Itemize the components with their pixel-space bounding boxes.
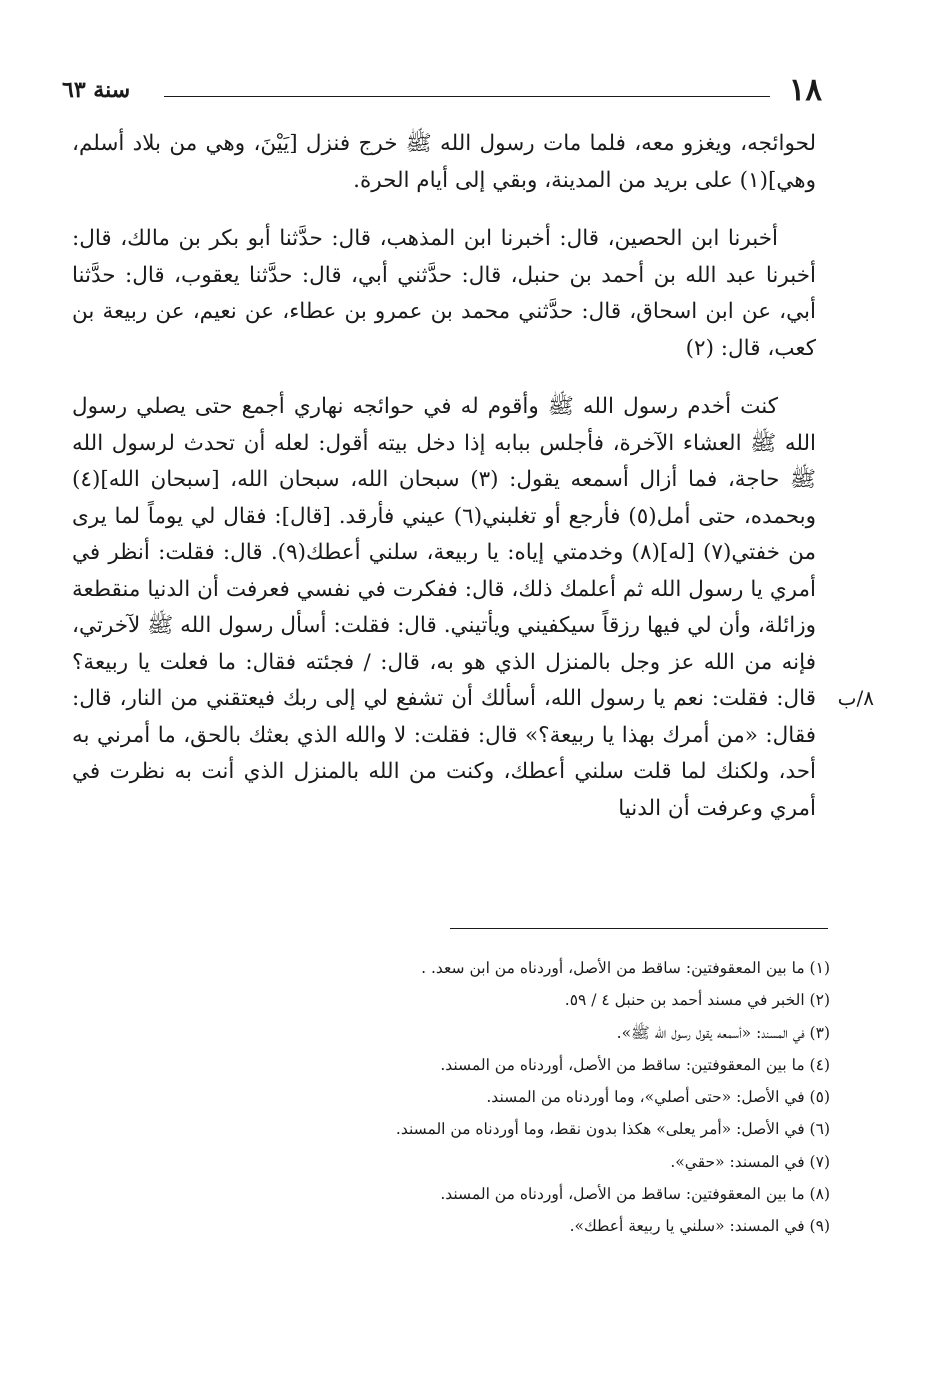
footnote: (٦) في الأصل: «أمر يعلى» هكذا بدون نقط، وما أوردناه من المسند. xyxy=(395,1120,830,1139)
footnote-rule xyxy=(450,928,828,929)
footnote: (٥) في الأصل: «حتى أصلي»، وما أوردناه من المسند. xyxy=(486,1088,830,1107)
main-text xyxy=(72,126,874,849)
margin-folio-note: ٨/ب xyxy=(837,686,874,710)
footnote: (٧) في المسند: «حقي». xyxy=(670,1152,830,1171)
footnote: (٤) ما بين المعقوفتين: ساقط من الأصل، أوردناه من المسند. xyxy=(440,1055,830,1074)
footnote: (٩) في المسند: «سلني يا ربيعة أعطك». xyxy=(569,1217,830,1236)
footnote: (١) ما بين المعقوفتين: ساقط من الأصل، أوردناه من ابن سعد. . xyxy=(421,959,830,977)
header-rule xyxy=(164,96,770,97)
footnote: (٢) الخبر في مسند أحمد بن حنبل ٤ / ٥٩. xyxy=(564,991,830,1010)
paragraph-1: لحوائجه، ويغزو معه، فلما مات رسول الله ﷺ خرج فنزل [يَيْنَ، وهي من بلاد أسلم، وهي](١) على بريد من المدينة، وبقي إلى أيام الحرة. xyxy=(72,131,816,193)
footnotes xyxy=(110,952,830,1243)
paragraph-2: أخبرنا ابن الحصين، قال: أخبرنا ابن المذهب، قال: حدَّثنا أبو بكر بن مالك، قال: أخبرنا عبد الله بن أحمد بن حنبل، قال: حدَّثني أبي، قال: حدَّثنا يعقوب، قال: حدَّثنا أبي، عن ابن اسحاق، قال: حدَّثني محمد بن عمرو بن عطاء، عن نعيم، عن ربيعة بن كعب، قال: (٢) xyxy=(72,226,816,361)
footnote: (٣) في المسند: «أسمعه يقول رسول الله ﷺ». xyxy=(616,1023,830,1042)
page-header xyxy=(62,70,822,110)
page-number: ١٨ xyxy=(788,72,822,108)
paragraph-3: كنت أخدم رسول الله ﷺ وأقوم له في حوائجه نهاري أجمع حتى يصلي رسول الله ﷺ العشاء الآخرة، فأجلس ببابه إذا دخل بيته أقول: لعله أن تحدث لرسول الله ﷺ حاجة، فما أزال أسمعه يقول: (٣) سبحان الله، سبحان الله، [سبحان الله](٤) وبحمده، حتى أمل(٥) فأرجع أو تغلبني(٦) عيني فأرقد. [قال]: فقال لي يوماً لما يرى من خفتي(٧) [له](٨) وخدمتي إياه: يا ربيعة، سلني أعطك(٩). قال: فقلت: أنظر في أمري يا رسول الله ثم أعلمك ذلك، قال: ففكرت في نفسي فعرفت أن الدنيا منقطعة وزائلة، وأن لي فيها رزقاً سيكفيني ويأتيني. قال: فقلت: أسأل رسول الله ﷺ لآخرتي، فإنه من الله عز وجل بالمنزل الذي هو به، قال: / فجئته فقال: ما فعلت يا ربيعة؟ قال: فقلت: نعم يا رسول الله، أسألك أن تشفع لي إلى ربك فيعتقني من النار، قال: فقال: «من أمرك بهذا يا ربيعة؟» قال: فقلت: لا والله الذي بعثك بالحق، ما أمرني به أحد، ولكنك لما قلت سلني أعطك، وكنت من الله بالمنزل الذي أنت به نظرت في أمري وعرفت أن الدنيا xyxy=(72,394,816,821)
running-head: سنة ٦٣ xyxy=(62,77,131,103)
footnote: (٨) ما بين المعقوفتين: ساقط من الأصل، أوردناه من المسند. xyxy=(440,1185,830,1204)
